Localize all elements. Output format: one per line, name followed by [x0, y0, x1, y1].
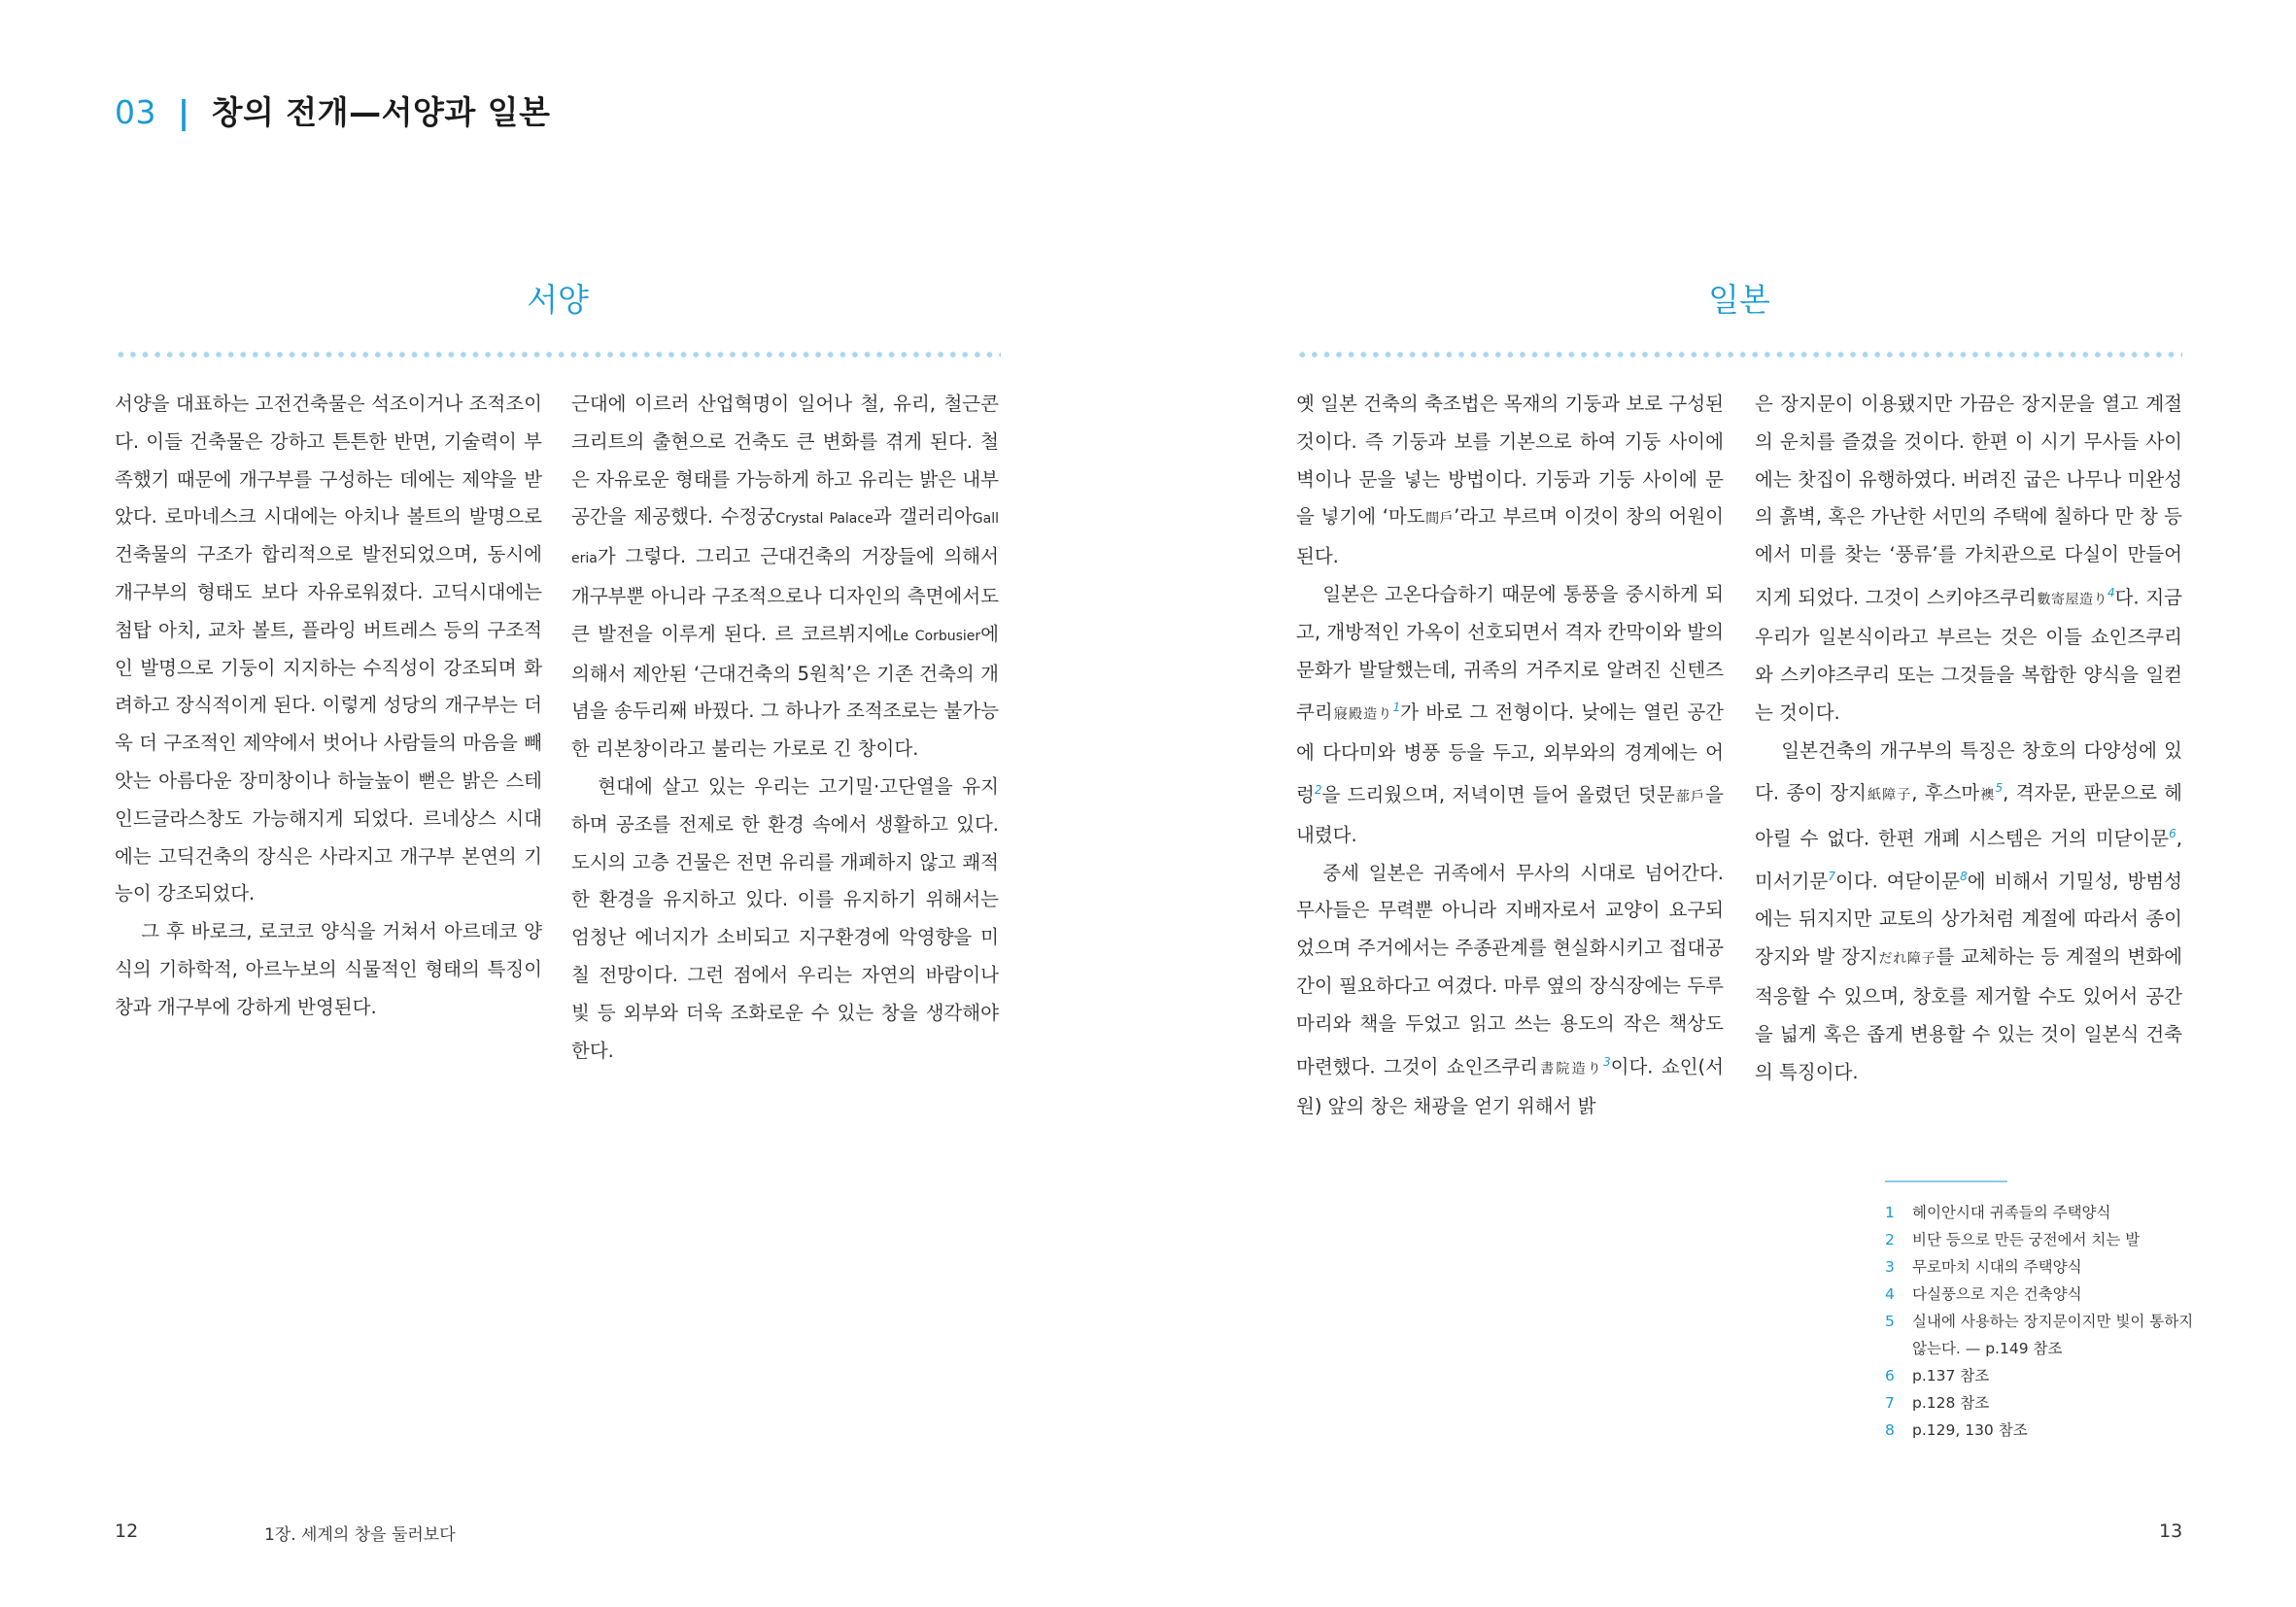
footnote-item: 4 다실풍으로 지은 건축양식: [1885, 1285, 2082, 1303]
footnotes: [1885, 1199, 2206, 1444]
footnote-item: 7 p.128 참조: [1885, 1394, 1990, 1412]
paragraph: 현대에 살고 있는 우리는 고기밀·고단열을 유지하며 공조를 전제로 한 환경 속에서 생활하고 있다. 도시의 고층 건물은 전면 유리를 개폐하지 않고 쾌적한 환경을 유지하고 있다. 이를 유지하기 위해서는 엄청난 에너지가 소비되고 지구환경에 악영향을 미칠 전망이다. 그런 점에서 우리는 자연의 바람이나 빛 등 외부와 더욱 조화로운 수 있는 창을 생각해야 한다.: [571, 774, 999, 1062]
footnote-item: 3 무로마치 시대의 주택양식: [1885, 1258, 2082, 1276]
chapter-heading: [115, 87, 550, 133]
footnote-ref: 2: [1314, 783, 1322, 798]
page-number-left: 12: [115, 1521, 139, 1542]
footnote-ref: 5: [1995, 781, 2004, 796]
japan-column-2: [1755, 386, 2182, 1091]
footnote-ref: 6: [2169, 826, 2176, 840]
paragraph: 그 후 바로크, 로코코 양식을 거쳐서 아르데코 양식의 기하학적, 아르누보의 식물적인 형태의 특징이 창과 개구부에 강하게 반영된다.: [115, 920, 542, 1018]
west-column-2: [571, 386, 999, 1070]
japan-column-1: [1296, 386, 1724, 1126]
paragraph: 옛 일본 건축의 축조법은 목재의 기둥과 보로 구성된 것이다. 즉 기둥과 보를 기본으로 하여 기둥 사이에 벽이나 문을 넣는 방법이다. 기둥과 기둥 사이에 문을 넣기에 ‘마도間戶’라고 부르며 이것이 창의 어원이 된다.: [1296, 393, 1724, 568]
footnote-item: 2 비단 등으로 만든 궁전에서 치는 발: [1885, 1231, 2141, 1248]
chapter-separator: |: [178, 93, 190, 131]
footnote-ref: 4: [2107, 585, 2115, 599]
footnote-item: 5 실내에 사용하는 장지문이지만 빛이 통하지 않는다. — p.149 참조: [1885, 1313, 2194, 1357]
paragraph: 은 장지문이 이용됐지만 가끔은 장지문을 열고 계절의 운치를 즐겼을 것이다. 한편 이 시기 무사들 사이에는 찻집이 유행하였다. 버려진 굽은 나무나 미완성의 흙벽, 혹은 가난한 서민의 주택에 칠하다 만 창 등에서 미를 찾는 ‘풍류’를 가치관으로 다실이 만들어지게 되었다. 그것이 스키야즈쿠리數寄屋造り$^4$다. 지금 우리가 일본식이라고 부르는 것은 이들 쇼인즈쿠리와 스키야즈쿠리 또는 그것들을 복합한 양식을 일컫는 것이다.: [1755, 393, 2182, 724]
footnote-item: 8 p.129, 130 참조: [1885, 1421, 2028, 1439]
section-divider-west: [115, 352, 1001, 358]
paragraph: 중세 일본은 귀족에서 무사의 시대로 넘어간다. 무사들은 무력뿐 아니라 지배자로서 교양이 요구되었으며 주거에서는 주종관계를 현실화시키고 접대공간이 필요하다고 여겼다. 마루 옆의 장식장에는 두루마리와 책을 두었고 읽고 쓰는 용도의 작은 책상도 마련했다. 그것이 쇼인즈쿠리書院造り$^3$이다. 쇼인(서원) 앞의 창은 채광을 얻기 위해서 밝: [1296, 861, 1725, 1117]
chapter-title: 창의 전개—서양과 일본: [211, 93, 551, 131]
running-footer-chapter: 1장. 세계의 창을 둘러보다: [264, 1525, 456, 1545]
chapter-number: 03: [115, 93, 156, 131]
section-title-japan: 일본: [1708, 281, 1770, 319]
footnote-divider: [1885, 1180, 2007, 1182]
footnote-ref: 1: [1392, 701, 1401, 715]
west-column-1: [115, 386, 542, 1027]
footnote-ref: 7: [1828, 870, 1835, 884]
footnote-item: 6 p.137 참조: [1885, 1367, 1990, 1385]
paragraph: 일본건축의 개구부의 특징은 창호의 다양성에 있다. 종이 장지紙障子, 후스마襖$^5$, 격자문, 판문으로 헤아릴 수 없다. 한편 개폐 시스템은 거의 미닫이문$^6$, 미서기문$^7$이다. 여닫이문$^8$에 비해서 기밀성, 방범성에는 뒤지지만 교토의 상가처럼 계절에 따라서 종이 장지와 발 장지だれ障子를 교체하는 등 계절의 변화에 적응할 수 있으며, 창호를 제거할 수도 있어서 공간을 넓게 혹은 좁게 변용할 수 있는 것이 일본식 건축의 특징이다.: [1755, 738, 2183, 1083]
paragraph: 서양을 대표하는 고전건축물은 석조이거나 조적조이다. 이들 건축물은 강하고 튼튼한 반면, 기술력이 부족했기 때문에 개구부를 구성하는 데에는 제약을 받았다. 로마네스크 시대에는 아치나 볼트의 발명으로 건축물의 구조가 합리적으로 발전되었으며, 동시에 개구부의 형태도 보다 자유로워졌다. 고딕시대에는 첨탑 아치, 교차 볼트, 플라잉 버트레스 등의 구조적인 발명으로 기둥이 지지하는 수직성이 강조되며 화려하고 장식적이게 된다. 이렇게 성당의 개구부는 더욱 더 구조적인 제약에서 벗어나 사람들의 마음을 빼앗는 아름다운 장미창이나 하늘높이 뻗은 밝은 스테인드글라스창도 가능해지게 되었다. 르네상스 시대에는 고딕건축의 장식은 사라지고 개구부 본연의 기능이 강조되었다.: [115, 393, 542, 906]
page-number-right: 13: [2159, 1521, 2183, 1542]
footnote-ref: 8: [1960, 870, 1968, 884]
section-title-west: 서양: [527, 281, 589, 319]
section-divider-japan: [1296, 352, 2182, 358]
footnote-item: 1 헤이안시대 귀족들의 주택양식: [1885, 1204, 2111, 1221]
footnote-ref: 3: [1602, 1054, 1611, 1069]
paragraph: 근대에 이르러 산업혁명이 일어나 철, 유리, 철근콘크리트의 출현으로 건축도 큰 변화를 겪게 된다. 철은 자유로운 형태를 가능하게 하고 유리는 밝은 내부공간을 제공했다. 수정궁Crystal Palace과 갤러리아Galleria가 그렇다. 그리고 근대건축의 거장들에 의해서 개구부뿐 아니라 구조적으로나 디자인의 측면에서도 큰 발전을 이루게 된다. 르 코르뷔지에Le Corbusier에 의해서 제안된 ‘근대건축의 5원칙’은 기존 건축의 개념을 송두리째 바꿨다. 그 하나가 조적조로는 불가능한 리본창이라고 불리는 가로로 긴 창이다.: [571, 393, 1000, 761]
paragraph: 일본은 고온다습하기 때문에 통풍을 중시하게 되고, 개방적인 가옥이 선호되면서 격자 칸막이와 발의 문화가 발달했는데, 귀족의 거주지로 알려진 신텐즈쿠리寢殿造り$^1$가 바로 그 전형이다. 낮에는 열린 공간에 다다미와 병풍 등을 두고, 외부와의 경계에는 어렁$^2$을 드리웠으며, 저녁이면 들어 올렸던 덧문蔀戶을 내렸다.: [1296, 582, 1724, 846]
